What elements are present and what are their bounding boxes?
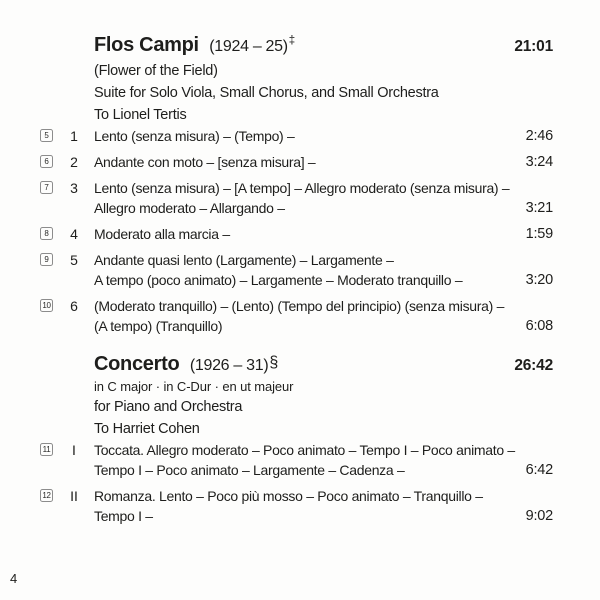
work-concerto <box>40 352 553 526</box>
footnote-marker-double-dagger: ‡ <box>288 35 296 47</box>
track-title-line: Allegro moderato – Allargando – <box>94 200 285 216</box>
track-title-line: Tempo I – <box>94 508 153 524</box>
track-row <box>40 440 553 480</box>
track-duration: 3:20 <box>525 272 553 288</box>
work-subtitle-line: for Piano and Orchestra <box>94 399 243 415</box>
track-title-line: Andante quasi lento (Largamente) – Largamente – <box>94 252 394 268</box>
track-title <box>94 178 518 218</box>
track-row <box>40 296 553 336</box>
work-flos-campi <box>40 33 553 336</box>
track-title <box>94 486 518 526</box>
tracklist <box>40 126 553 336</box>
work-duration: 21:01 <box>514 38 553 55</box>
cd-track-number-box: 8 <box>40 227 53 240</box>
track-row <box>40 250 553 290</box>
work-subtitle-line: To Lionel Tertis <box>94 107 187 123</box>
work-header <box>40 352 553 378</box>
track-title-line: Lento (senza misura) – (Tempo) – <box>94 128 295 144</box>
track-row <box>40 126 553 146</box>
work-header <box>40 33 553 60</box>
track-duration: 2:46 <box>525 128 553 144</box>
track-title-line: Lento (senza misura) – [A tempo] – Allegro moderato (senza misura) – <box>94 180 510 196</box>
cd-track-number-box: 10 <box>40 299 53 312</box>
track-title <box>94 126 518 146</box>
track-title-line: (A tempo) (Tranquillo) <box>94 318 223 334</box>
movement-number: 1 <box>70 128 78 144</box>
track-duration: 9:02 <box>525 508 553 524</box>
work-title: Concerto <box>94 353 180 375</box>
track-title-line: Andante con moto – [senza misura] – <box>94 154 316 170</box>
track-title-line: Moderato alla marcia – <box>94 226 230 242</box>
track-title-line: Toccata. Allegro moderato – Poco animato – Tempo I – Poco animato – <box>94 442 515 458</box>
cd-track-number-box: 12 <box>40 489 53 502</box>
track-duration: 3:24 <box>525 154 553 170</box>
movement-number: 5 <box>70 252 78 268</box>
work-key-line: in C major · in C-Dur · en ut majeur <box>94 379 294 394</box>
work-title-group <box>94 33 295 60</box>
track-title <box>94 296 518 336</box>
track-duration: 6:08 <box>525 318 553 334</box>
cd-track-number-box: 7 <box>40 181 53 194</box>
work-subtitle-line: (Flower of the Field) <box>94 63 218 79</box>
track-row <box>40 224 553 244</box>
cd-track-number-box: 9 <box>40 253 53 266</box>
track-duration: 6:42 <box>525 462 553 478</box>
movement-number: 6 <box>70 298 78 314</box>
track-title-line: A tempo (poco animato) – Largamente – Moderato tranquillo – <box>94 272 463 288</box>
track-duration: 1:59 <box>525 226 553 242</box>
track-row <box>40 178 553 218</box>
track-title <box>94 152 518 172</box>
tracklist <box>40 440 553 526</box>
cd-track-number-box: 6 <box>40 155 53 168</box>
work-dates: (1924 – 25) <box>209 38 288 55</box>
track-title-line: Tempo I – Poco animato – Largamente – Cadenza – <box>94 462 405 478</box>
movement-number: 3 <box>70 180 78 196</box>
work-title: Flos Campi <box>94 34 199 56</box>
cd-track-number-box: 11 <box>40 443 53 456</box>
movement-number: 2 <box>70 154 78 170</box>
track-title <box>94 250 518 290</box>
track-row <box>40 152 553 172</box>
cd-track-number-box: 5 <box>40 129 53 142</box>
footnote-marker-section-sign: § <box>269 354 279 371</box>
work-title-group <box>94 352 278 378</box>
movement-number: 4 <box>70 226 78 242</box>
work-duration: 26:42 <box>514 357 553 374</box>
track-duration: 3:21 <box>525 200 553 216</box>
work-dates: (1926 – 31) <box>189 357 269 374</box>
track-row <box>40 486 553 526</box>
work-subtitle-line: To Harriet Cohen <box>94 421 200 437</box>
track-title-line: (Moderato tranquillo) – (Lento) (Tempo del principio) (senza misura) – <box>94 298 505 314</box>
movement-number: I <box>72 442 76 458</box>
track-title <box>94 224 518 244</box>
track-title-line: Romanza. Lento – Poco più mosso – Poco animato – Tranquillo – <box>94 488 483 504</box>
page-number: 4 <box>10 571 18 586</box>
track-title <box>94 440 518 480</box>
work-subtitle-line: Suite for Solo Viola, Small Chorus, and Small Orchestra <box>94 85 439 101</box>
movement-number: II <box>70 488 78 504</box>
